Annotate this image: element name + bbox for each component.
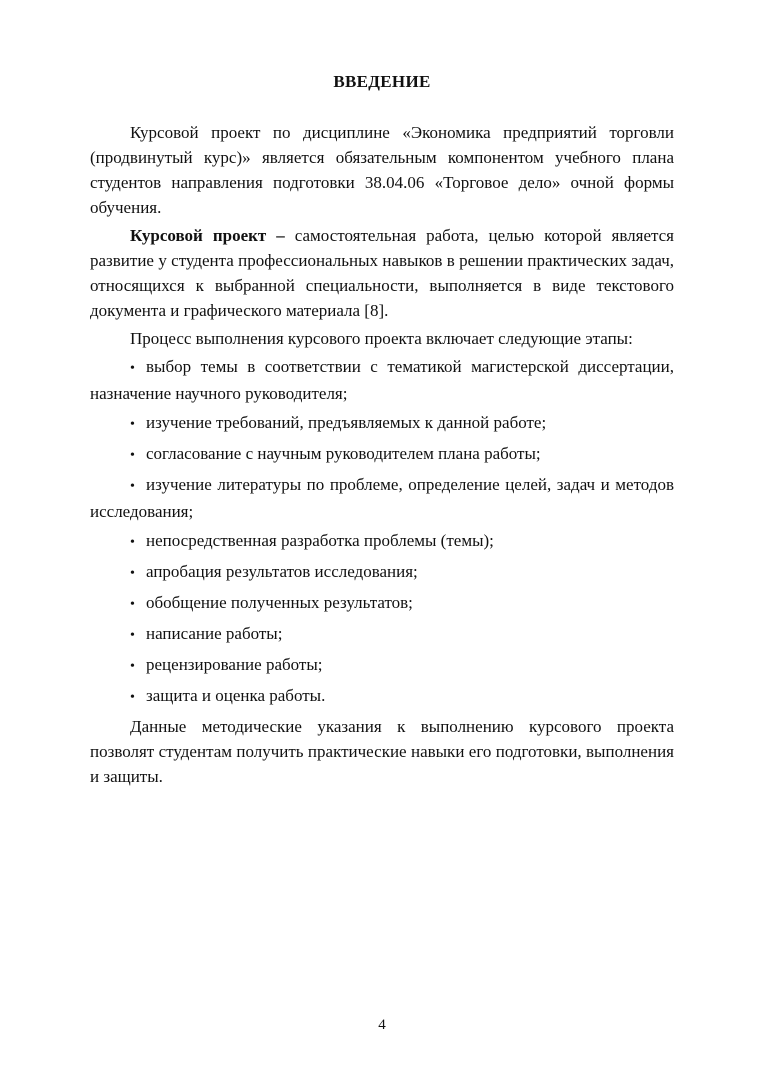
list-item xyxy=(90,586,674,617)
page-title: ВВЕДЕНИЕ xyxy=(333,72,431,91)
list-item-text: согласование с научным руководителем плана работы; xyxy=(146,444,541,463)
list-item-text: защита и оценка работы. xyxy=(146,686,326,705)
bullet-icon: • xyxy=(130,690,135,705)
page-number: 4 xyxy=(378,1017,386,1033)
bullet-icon: • xyxy=(130,448,135,463)
closing-paragraph: Данные методические указания к выполнению курсового проекта позволят студентам получить практические навыки его подготовки, выполнения и защиты. xyxy=(90,717,674,786)
list-item-text: выбор темы в соответствии с тематикой магистерской диссертации, назначение научного руководителя; xyxy=(90,357,674,403)
intro-paragraph: Курсовой проект по дисциплине «Экономика предприятий торговли (продвинутый курс)» является обязательным компонентом учебного плана студентов направления подготовки 38.04.06 «Торговое дело» очной формы обучения. xyxy=(90,123,674,217)
list-item xyxy=(90,468,674,524)
list-item xyxy=(90,406,674,437)
list-item-text: апробация результатов исследования; xyxy=(146,562,418,581)
list-item-text: написание работы; xyxy=(146,624,283,643)
bullet-icon: • xyxy=(130,535,135,550)
list-item xyxy=(90,351,674,406)
definition-paragraph xyxy=(90,223,674,323)
list-item xyxy=(90,437,674,468)
bullet-icon: • xyxy=(130,659,135,674)
list-item xyxy=(90,617,674,648)
bullet-icon: • xyxy=(130,597,135,612)
bullet-icon: • xyxy=(130,417,135,432)
definition-text: самостоятельная работа, целью которой является развитие у студента профессиональных навыков в решении практических задач, относящихся к выбранной специальности, выполняется в виде текстового документа и графического материала [8]. xyxy=(90,226,674,320)
list-item-text: рецензирование работы; xyxy=(146,655,323,674)
list-item-text: изучение требований, предъявляемых к данной работе; xyxy=(146,413,547,432)
document-body xyxy=(90,120,674,789)
bullet-icon: • xyxy=(130,479,135,494)
list-item xyxy=(90,555,674,586)
list-item-text: обобщение полученных результатов; xyxy=(146,593,413,612)
list-item xyxy=(90,524,674,555)
list-item xyxy=(90,648,674,679)
stages-intro-paragraph: Процесс выполнения курсового проекта включает следующие этапы: xyxy=(130,329,633,348)
list-item-text: непосредственная разработка проблемы (темы); xyxy=(146,531,494,550)
stages-list xyxy=(90,351,674,710)
definition-term: Курсовой проект – xyxy=(130,226,285,245)
list-item xyxy=(90,679,674,710)
bullet-icon: • xyxy=(130,361,135,376)
list-item-text: изучение литературы по проблеме, определение целей, задач и методов исследования; xyxy=(90,475,674,521)
bullet-icon: • xyxy=(130,566,135,581)
bullet-icon: • xyxy=(130,628,135,643)
